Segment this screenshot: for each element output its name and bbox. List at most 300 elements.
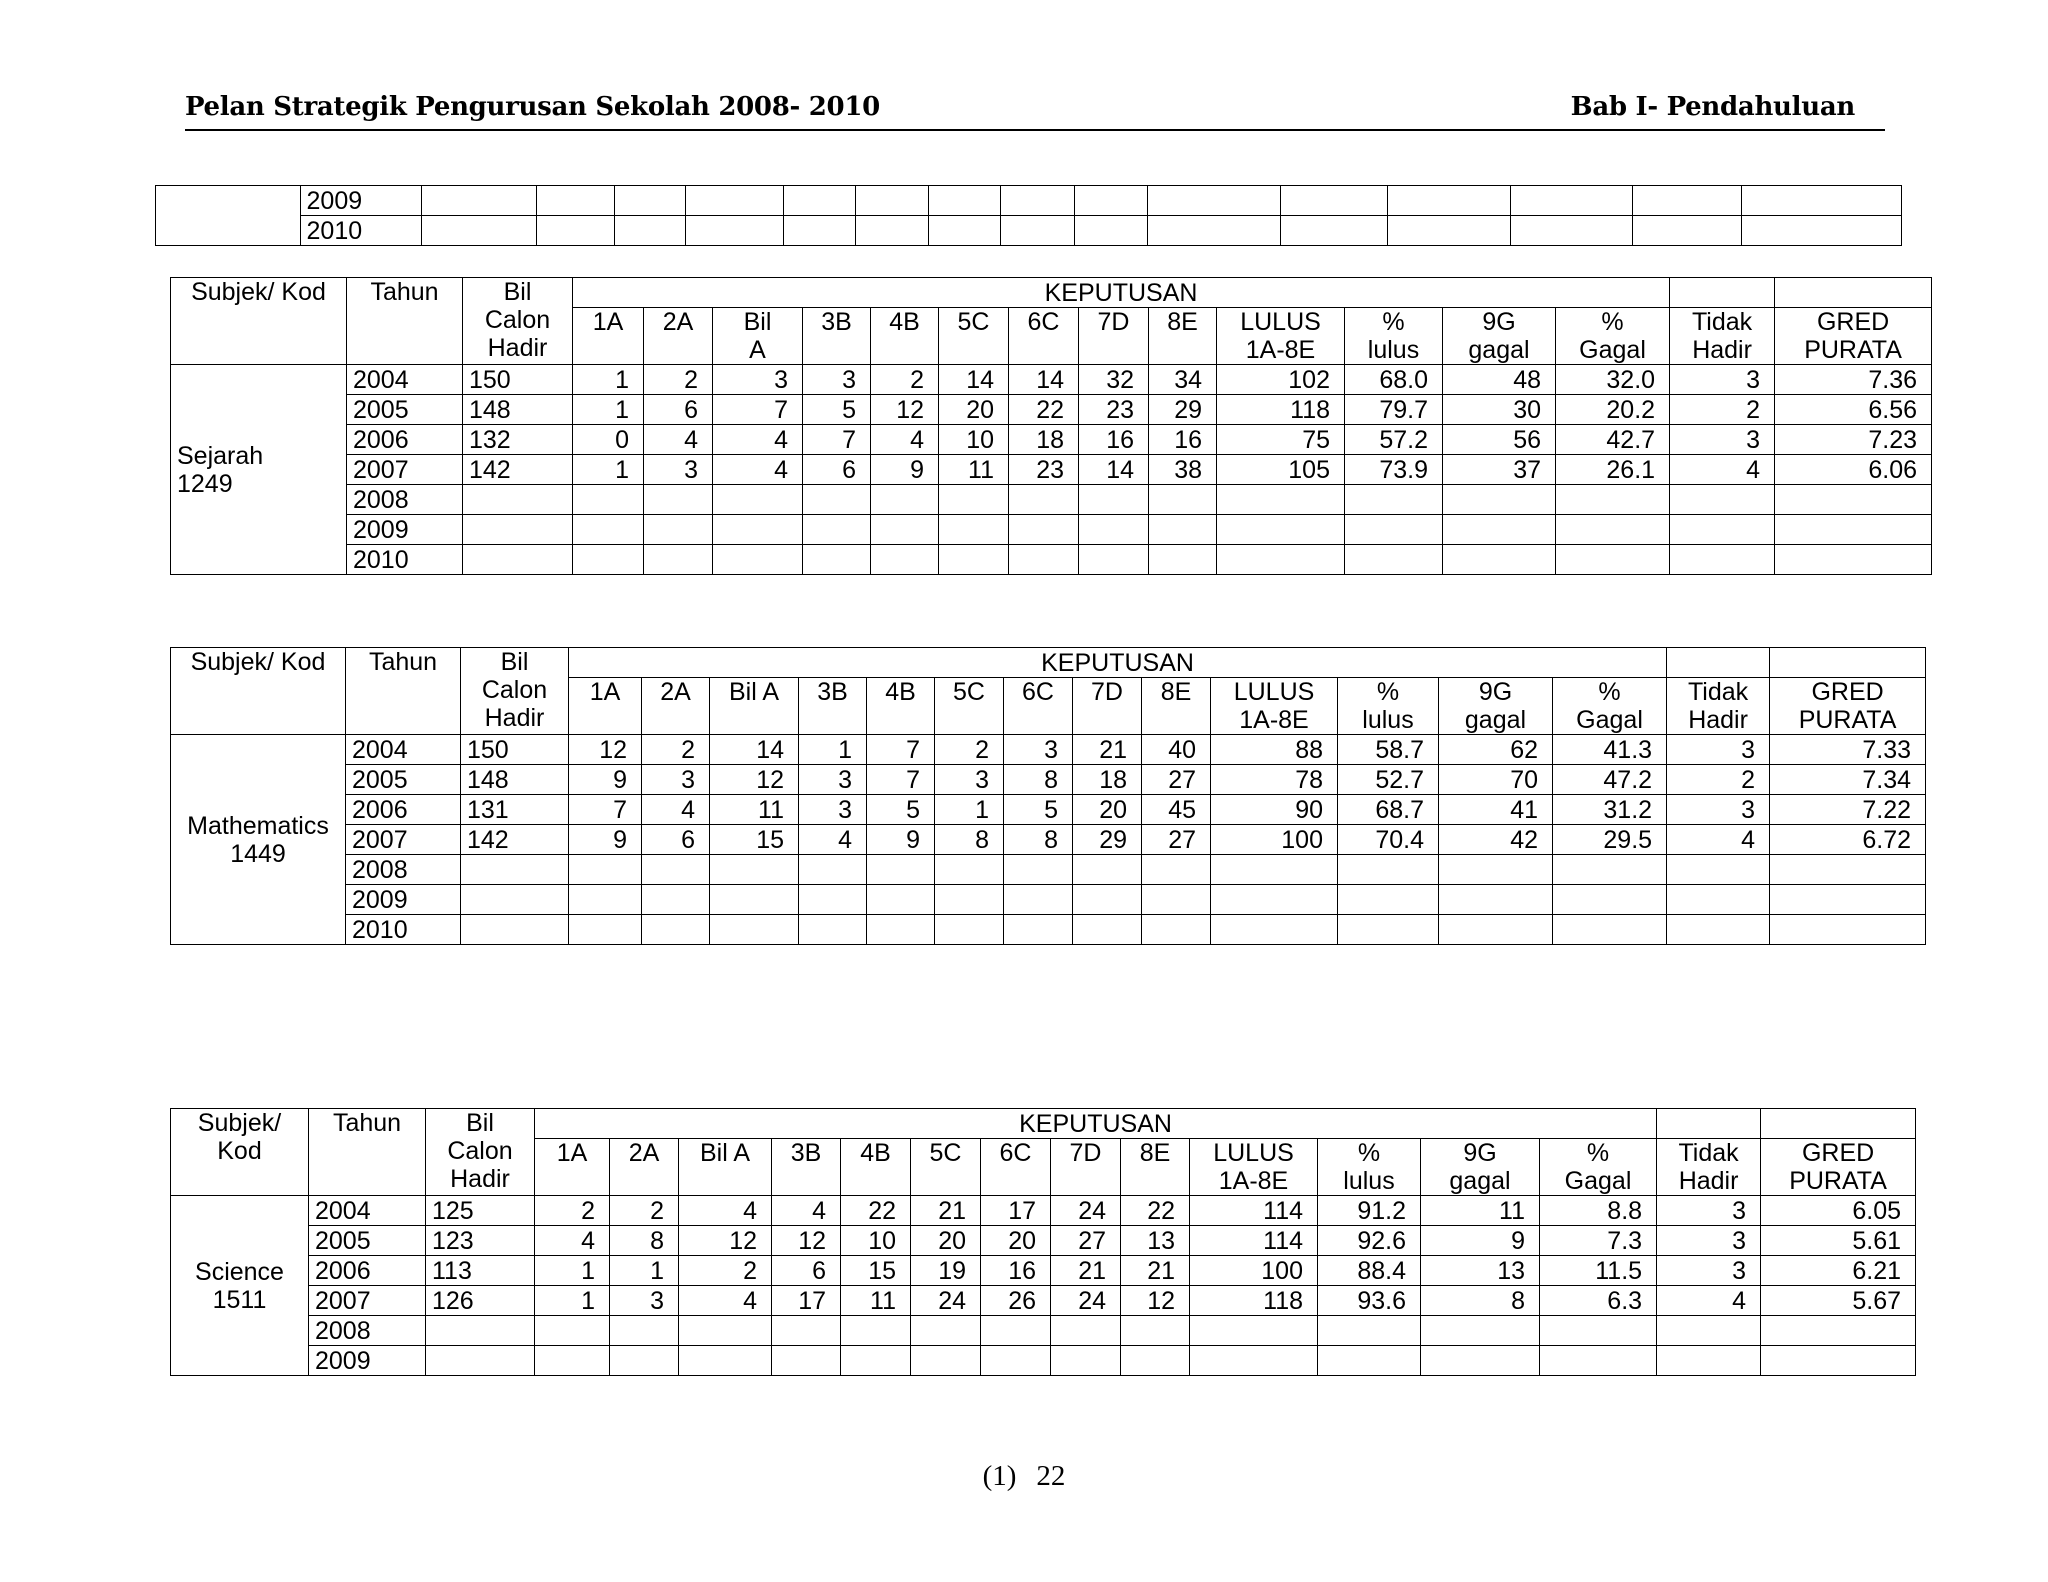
- value-cell: 7.34: [1770, 765, 1926, 795]
- bil-calon-hadir-header: Bil Calon Hadir: [463, 278, 573, 365]
- pct-gagal-header: % Gagal: [1553, 678, 1667, 735]
- value-cell: 5.61: [1761, 1226, 1916, 1256]
- value-cell: [911, 1346, 981, 1376]
- table-row: [171, 1316, 1916, 1346]
- value-cell: [679, 1346, 772, 1376]
- keputusan-header: KEPUTUSAN: [535, 1109, 1657, 1139]
- value-cell: [710, 855, 799, 885]
- value-cell: 6.05: [1761, 1196, 1916, 1226]
- value-cell: 9: [871, 455, 939, 485]
- calon-cell: 125: [426, 1196, 535, 1226]
- value-cell: [1338, 885, 1439, 915]
- bil-a-header: Bil A: [710, 678, 799, 735]
- value-cell: [1775, 485, 1932, 515]
- grade-3b-header: 3B: [772, 1139, 841, 1196]
- year-cell: 2005: [309, 1226, 426, 1256]
- value-cell: [1443, 515, 1556, 545]
- grade-6c-header: 6C: [1004, 678, 1073, 735]
- value-cell: 2: [871, 365, 939, 395]
- calon-cell: [461, 915, 569, 945]
- value-cell: 19: [911, 1256, 981, 1286]
- gagal-header: 9G gagal: [1439, 678, 1553, 735]
- value-cell: 9: [569, 765, 642, 795]
- value-cell: 11: [939, 455, 1009, 485]
- table-row: [171, 765, 1926, 795]
- value-cell: [911, 1316, 981, 1346]
- subject-kod-header: Subjek/ Kod: [171, 648, 346, 735]
- value-cell: 32: [1079, 365, 1149, 395]
- value-cell: [1439, 855, 1553, 885]
- value-cell: 10: [841, 1226, 911, 1256]
- value-cell: 3: [1667, 795, 1770, 825]
- value-cell: [1439, 915, 1553, 945]
- value-cell: 102: [1217, 365, 1345, 395]
- subject-cell: Sejarah 1249: [171, 365, 347, 575]
- value-cell: 4: [799, 825, 867, 855]
- value-cell: 8: [1421, 1286, 1540, 1316]
- year-cell: 2006: [346, 795, 461, 825]
- value-cell: [610, 1346, 679, 1376]
- value-cell: 22: [1121, 1196, 1190, 1226]
- value-cell: [1149, 485, 1217, 515]
- year-cell: 2004: [309, 1196, 426, 1226]
- value-cell: [710, 885, 799, 915]
- calon-cell: 148: [461, 765, 569, 795]
- value-cell: [642, 915, 710, 945]
- value-cell: 21: [1073, 735, 1142, 765]
- value-cell: [1775, 515, 1932, 545]
- value-cell: 12: [1121, 1286, 1190, 1316]
- value-cell: 16: [1079, 425, 1149, 455]
- gagal-header: 9G gagal: [1421, 1139, 1540, 1196]
- value-cell: 4: [679, 1196, 772, 1226]
- value-cell: [1775, 545, 1932, 575]
- value-cell: 12: [569, 735, 642, 765]
- calon-cell: 113: [426, 1256, 535, 1286]
- value-cell: 29: [1073, 825, 1142, 855]
- value-cell: 14: [710, 735, 799, 765]
- value-cell: 7: [569, 795, 642, 825]
- pct-lulus-header: % lulus: [1338, 678, 1439, 735]
- value-cell: 11.5: [1540, 1256, 1657, 1286]
- table-row: [171, 1226, 1916, 1256]
- value-cell: 6.56: [1775, 395, 1932, 425]
- value-cell: 22: [1009, 395, 1079, 425]
- value-cell: [867, 915, 935, 945]
- value-cell: 6.3: [1540, 1286, 1657, 1316]
- value-cell: 57.2: [1345, 425, 1443, 455]
- value-cell: 29.5: [1553, 825, 1667, 855]
- value-cell: [713, 545, 803, 575]
- value-cell: [772, 1346, 841, 1376]
- value-cell: 75: [1217, 425, 1345, 455]
- results-table-mathematics: [170, 647, 1926, 945]
- grade-6c-header: 6C: [1009, 308, 1079, 365]
- lulus-header: LULUS 1A-8E: [1211, 678, 1338, 735]
- value-cell: 118: [1190, 1286, 1318, 1316]
- value-cell: 13: [1121, 1226, 1190, 1256]
- subject-kod-header: Subjek/ Kod: [171, 278, 347, 365]
- tahun-header: Tahun: [346, 648, 461, 735]
- tahun-header: Tahun: [309, 1109, 426, 1196]
- value-cell: 8: [1004, 825, 1073, 855]
- grade-3b-header: 3B: [803, 308, 871, 365]
- value-cell: 68.0: [1345, 365, 1443, 395]
- keputusan-header: KEPUTUSAN: [569, 648, 1667, 678]
- value-cell: 26: [981, 1286, 1051, 1316]
- grade-5c-header: 5C: [935, 678, 1004, 735]
- value-cell: 15: [710, 825, 799, 855]
- document-title: Pelan Strategik Pengurusan Sekolah 2008- 2010: [185, 92, 880, 122]
- year-cell: 2009: [347, 515, 463, 545]
- value-cell: 12: [679, 1226, 772, 1256]
- table-row: [171, 1346, 1916, 1376]
- value-cell: 27: [1051, 1226, 1121, 1256]
- value-cell: 105: [1217, 455, 1345, 485]
- value-cell: [1553, 855, 1667, 885]
- subject-cell: Science 1511: [171, 1196, 309, 1376]
- table-row: [171, 545, 1932, 575]
- value-cell: 14: [939, 365, 1009, 395]
- value-cell: 2: [1667, 765, 1770, 795]
- value-cell: 4: [713, 425, 803, 455]
- table-row: [171, 735, 1926, 765]
- value-cell: 20: [981, 1226, 1051, 1256]
- value-cell: 5: [867, 795, 935, 825]
- value-cell: 3: [1667, 735, 1770, 765]
- bil-calon-hadir-header: Bil Calon Hadir: [426, 1109, 535, 1196]
- continuation-table: [155, 185, 1902, 246]
- value-cell: [1761, 1316, 1916, 1346]
- value-cell: 5: [1004, 795, 1073, 825]
- bil-calon-hadir-header: Bil Calon Hadir: [461, 648, 569, 735]
- value-cell: 2: [935, 735, 1004, 765]
- value-cell: 5: [803, 395, 871, 425]
- tidak-hadir-header: Tidak Hadir: [1670, 308, 1775, 365]
- year-cell: 2005: [347, 395, 463, 425]
- value-cell: 4: [713, 455, 803, 485]
- year-cell: 2007: [346, 825, 461, 855]
- value-cell: 14: [1079, 455, 1149, 485]
- gred-purata-header: GRED PURATA: [1770, 678, 1926, 735]
- value-cell: 3: [799, 765, 867, 795]
- value-cell: 3: [799, 795, 867, 825]
- value-cell: 91.2: [1318, 1196, 1421, 1226]
- calon-cell: 148: [463, 395, 573, 425]
- value-cell: [1217, 515, 1345, 545]
- value-cell: [535, 1346, 610, 1376]
- table-row: [171, 425, 1932, 455]
- grade-7d-header: 7D: [1051, 1139, 1121, 1196]
- value-cell: 3: [610, 1286, 679, 1316]
- value-cell: [1556, 485, 1670, 515]
- value-cell: [1142, 855, 1211, 885]
- lulus-header: LULUS 1A-8E: [1190, 1139, 1318, 1196]
- grade-8e-header: 8E: [1121, 1139, 1190, 1196]
- value-cell: 3: [642, 765, 710, 795]
- value-cell: [1142, 915, 1211, 945]
- value-cell: 40: [1142, 735, 1211, 765]
- calon-cell: 142: [461, 825, 569, 855]
- year-cell: 2009: [309, 1346, 426, 1376]
- value-cell: 18: [1009, 425, 1079, 455]
- gagal-header: 9G gagal: [1443, 308, 1556, 365]
- value-cell: 7.33: [1770, 735, 1926, 765]
- value-cell: 17: [981, 1196, 1051, 1226]
- value-cell: 4: [1657, 1286, 1761, 1316]
- value-cell: [644, 545, 713, 575]
- value-cell: 11: [1421, 1196, 1540, 1226]
- value-cell: 12: [871, 395, 939, 425]
- value-cell: [799, 885, 867, 915]
- value-cell: 8: [935, 825, 1004, 855]
- value-cell: 6: [644, 395, 713, 425]
- value-cell: [1770, 885, 1926, 915]
- grade-4b-header: 4B: [867, 678, 935, 735]
- value-cell: [1657, 1346, 1761, 1376]
- table-row: [171, 795, 1926, 825]
- value-cell: 70: [1439, 765, 1553, 795]
- value-cell: [772, 1316, 841, 1346]
- value-cell: 0: [573, 425, 644, 455]
- value-cell: 45: [1142, 795, 1211, 825]
- keputusan-header: KEPUTUSAN: [573, 278, 1670, 308]
- value-cell: 30: [1443, 395, 1556, 425]
- grade-7d-header: 7D: [1079, 308, 1149, 365]
- value-cell: [1670, 485, 1775, 515]
- value-cell: 4: [871, 425, 939, 455]
- value-cell: [1338, 855, 1439, 885]
- value-cell: [1345, 545, 1443, 575]
- table-row: [171, 365, 1932, 395]
- year-cell: 2007: [309, 1286, 426, 1316]
- table-row: [156, 216, 1902, 246]
- value-cell: [1079, 485, 1149, 515]
- value-cell: [939, 545, 1009, 575]
- value-cell: [871, 515, 939, 545]
- value-cell: [867, 885, 935, 915]
- value-cell: 34: [1149, 365, 1217, 395]
- table-row: [171, 915, 1926, 945]
- table-row: [171, 1256, 1916, 1286]
- value-cell: 2: [642, 735, 710, 765]
- subject-kod-header: Subjek/ Kod: [171, 1109, 309, 1196]
- year-cell: 2004: [346, 735, 461, 765]
- value-cell: 56: [1443, 425, 1556, 455]
- value-cell: 93.6: [1318, 1286, 1421, 1316]
- value-cell: 16: [981, 1256, 1051, 1286]
- value-cell: 1: [535, 1256, 610, 1286]
- calon-cell: 150: [463, 365, 573, 395]
- value-cell: [1667, 855, 1770, 885]
- value-cell: 11: [710, 795, 799, 825]
- year-cell: 2004: [347, 365, 463, 395]
- value-cell: 7: [803, 425, 871, 455]
- value-cell: 23: [1079, 395, 1149, 425]
- value-cell: [799, 855, 867, 885]
- value-cell: [1667, 915, 1770, 945]
- calon-cell: 126: [426, 1286, 535, 1316]
- year-cell: 2005: [346, 765, 461, 795]
- value-cell: [1553, 885, 1667, 915]
- pct-gagal-header: % Gagal: [1556, 308, 1670, 365]
- value-cell: 7.23: [1775, 425, 1932, 455]
- table-row: [171, 485, 1932, 515]
- value-cell: 41: [1439, 795, 1553, 825]
- value-cell: [1443, 485, 1556, 515]
- value-cell: 4: [1667, 825, 1770, 855]
- value-cell: 7: [867, 765, 935, 795]
- calon-cell: [461, 855, 569, 885]
- tahun-header: Tahun: [347, 278, 463, 365]
- value-cell: [1142, 885, 1211, 915]
- value-cell: [644, 515, 713, 545]
- results-table-science: [170, 1108, 1916, 1376]
- value-cell: 18: [1073, 765, 1142, 795]
- value-cell: 118: [1217, 395, 1345, 425]
- value-cell: 42.7: [1556, 425, 1670, 455]
- grade-1a-header: 1A: [535, 1139, 610, 1196]
- value-cell: 8: [610, 1226, 679, 1256]
- value-cell: 52.7: [1338, 765, 1439, 795]
- value-cell: 4: [642, 795, 710, 825]
- value-cell: [1004, 855, 1073, 885]
- value-cell: 9: [867, 825, 935, 855]
- value-cell: 3: [713, 365, 803, 395]
- value-cell: 3: [1670, 365, 1775, 395]
- value-cell: 6: [642, 825, 710, 855]
- value-cell: 4: [1670, 455, 1775, 485]
- value-cell: 5.67: [1761, 1286, 1916, 1316]
- value-cell: 21: [1051, 1256, 1121, 1286]
- value-cell: 15: [841, 1256, 911, 1286]
- value-cell: 26.1: [1556, 455, 1670, 485]
- table-row: [171, 395, 1932, 425]
- value-cell: [799, 915, 867, 945]
- value-cell: 42: [1439, 825, 1553, 855]
- calon-cell: [461, 885, 569, 915]
- value-cell: 70.4: [1338, 825, 1439, 855]
- value-cell: [1318, 1346, 1421, 1376]
- value-cell: 2: [644, 365, 713, 395]
- year-cell: 2008: [347, 485, 463, 515]
- grade-8e-header: 8E: [1142, 678, 1211, 735]
- value-cell: 1: [573, 395, 644, 425]
- table-row: [171, 1286, 1916, 1316]
- value-cell: [642, 855, 710, 885]
- value-cell: 92.6: [1318, 1226, 1421, 1256]
- empty-subject-cell: [156, 186, 301, 246]
- lulus-header: LULUS 1A-8E: [1217, 308, 1345, 365]
- calon-cell: 123: [426, 1226, 535, 1256]
- value-cell: 38: [1149, 455, 1217, 485]
- value-cell: [803, 545, 871, 575]
- value-cell: [1540, 1316, 1657, 1346]
- grade-3b-header: 3B: [799, 678, 867, 735]
- value-cell: [1770, 855, 1926, 885]
- bil-a-header: Bil A: [679, 1139, 772, 1196]
- value-cell: 20: [939, 395, 1009, 425]
- year-cell: 2010: [346, 915, 461, 945]
- value-cell: [1421, 1316, 1540, 1346]
- value-cell: [1121, 1346, 1190, 1376]
- header-rule: [185, 129, 1885, 131]
- value-cell: [679, 1316, 772, 1346]
- value-cell: 27: [1142, 765, 1211, 795]
- value-cell: 9: [1421, 1226, 1540, 1256]
- value-cell: [610, 1316, 679, 1346]
- value-cell: 8.8: [1540, 1196, 1657, 1226]
- value-cell: 2: [1670, 395, 1775, 425]
- value-cell: [1338, 915, 1439, 945]
- value-cell: 7: [713, 395, 803, 425]
- pct-lulus-header: % lulus: [1345, 308, 1443, 365]
- grade-2a-header: 2A: [644, 308, 713, 365]
- value-cell: [939, 485, 1009, 515]
- calon-cell: 131: [461, 795, 569, 825]
- value-cell: 1: [799, 735, 867, 765]
- value-cell: 24: [1051, 1196, 1121, 1226]
- grade-5c-header: 5C: [911, 1139, 981, 1196]
- value-cell: [1670, 515, 1775, 545]
- value-cell: 1: [610, 1256, 679, 1286]
- value-cell: [1657, 1316, 1761, 1346]
- value-cell: [1217, 485, 1345, 515]
- value-cell: [569, 885, 642, 915]
- grade-8e-header: 8E: [1149, 308, 1217, 365]
- value-cell: 29: [1149, 395, 1217, 425]
- value-cell: 32.0: [1556, 365, 1670, 395]
- value-cell: [1211, 885, 1338, 915]
- gred-purata-header: GRED PURATA: [1761, 1139, 1916, 1196]
- value-cell: 6: [772, 1256, 841, 1286]
- calon-cell: [463, 545, 573, 575]
- value-cell: 2: [610, 1196, 679, 1226]
- value-cell: [1073, 885, 1142, 915]
- tidak-hadir-header: Tidak Hadir: [1657, 1139, 1761, 1196]
- value-cell: 6: [803, 455, 871, 485]
- value-cell: 7.22: [1770, 795, 1926, 825]
- value-cell: 58.7: [1338, 735, 1439, 765]
- year-cell: 2008: [346, 855, 461, 885]
- value-cell: [1421, 1346, 1540, 1376]
- value-cell: [1345, 515, 1443, 545]
- value-cell: 1: [573, 365, 644, 395]
- value-cell: 73.9: [1345, 455, 1443, 485]
- value-cell: 78: [1211, 765, 1338, 795]
- grade-7d-header: 7D: [1073, 678, 1142, 735]
- value-cell: 20: [911, 1226, 981, 1256]
- value-cell: 20: [1073, 795, 1142, 825]
- value-cell: 21: [1121, 1256, 1190, 1286]
- value-cell: [1149, 515, 1217, 545]
- calon-cell: [463, 515, 573, 545]
- gred-purata-header: GRED PURATA: [1775, 308, 1932, 365]
- value-cell: 24: [911, 1286, 981, 1316]
- value-cell: [871, 485, 939, 515]
- value-cell: 3: [1657, 1256, 1761, 1286]
- value-cell: 100: [1211, 825, 1338, 855]
- value-cell: [1051, 1316, 1121, 1346]
- value-cell: [1556, 515, 1670, 545]
- value-cell: [1770, 915, 1926, 945]
- grade-1a-header: 1A: [573, 308, 644, 365]
- grade-1a-header: 1A: [569, 678, 642, 735]
- value-cell: [569, 915, 642, 945]
- value-cell: [573, 485, 644, 515]
- value-cell: 88: [1211, 735, 1338, 765]
- value-cell: [1004, 885, 1073, 915]
